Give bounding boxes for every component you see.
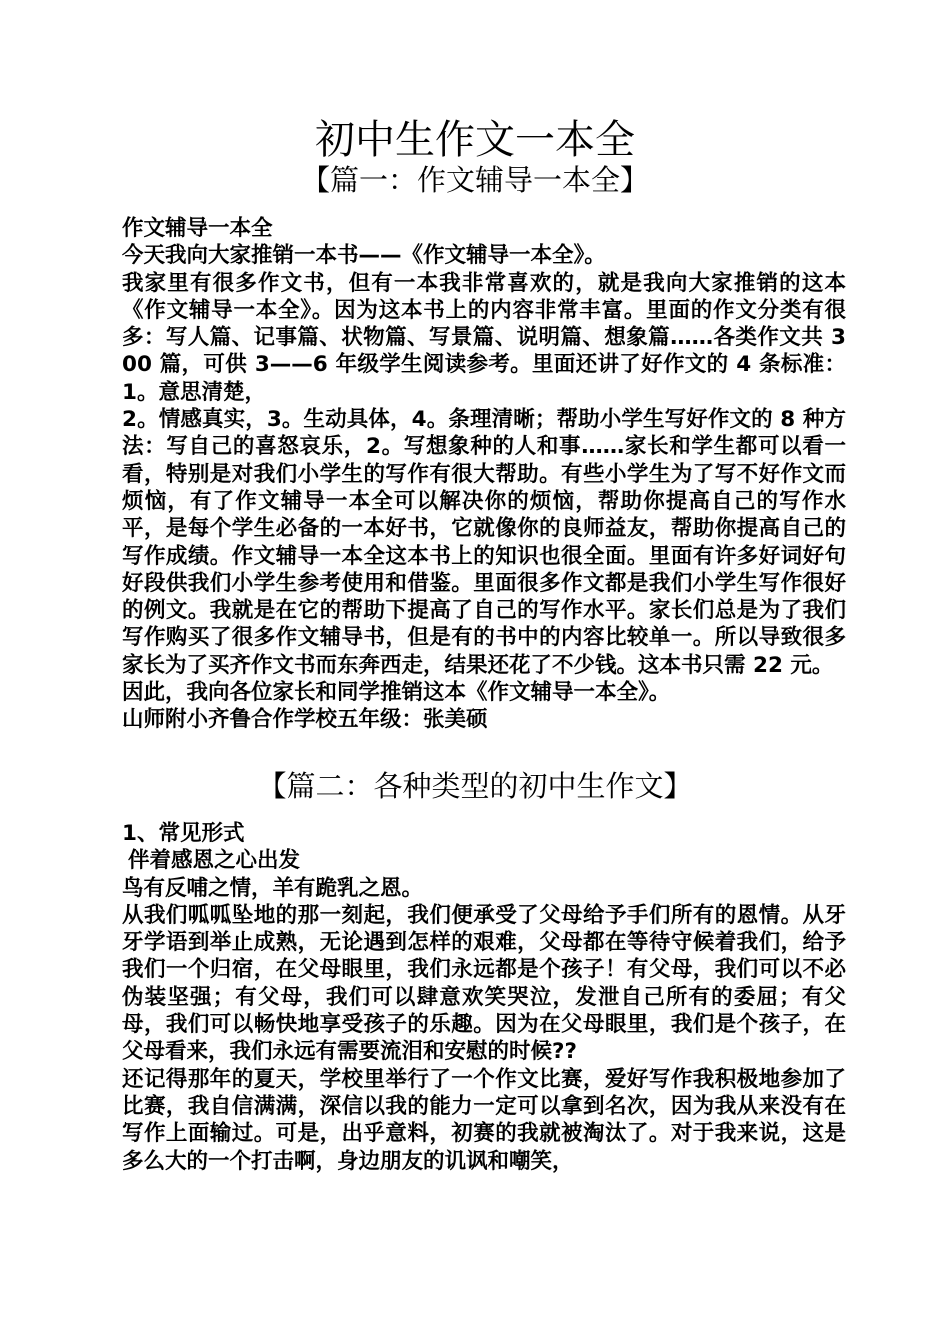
paragraph: 1、常见形式 — [122, 821, 245, 846]
paragraph: 伴着感恩之心出发 — [128, 848, 301, 874]
section-heading-2: 【篇二：各种类型的初中生作文】 — [257, 769, 693, 803]
paragraph: 作文辅导一本全 — [122, 216, 273, 241]
paragraph: 2。情感真实，3。生动具体，4。条理清晰；帮助小学生写好作文的 8 种方法：写自己的喜怒哀乐，2。写想象种的人和事……家长和学生都可以看一看，特别是对我们小学生的写作有很大帮助。有些小学生为了写不好作文而烦恼，有了作文辅导一本全可以解决你的烦恼，帮助你提高自己的写作水平，是每个学生必备的一本好书，它就像你的良师益友，帮助你提高自己的写作成绩。作文辅导一本全这本书上的知识也很全面。里面有许多好词好句好段供我们小学生参考使用和借鉴。里面很多作文都是我们小学生写作很好的例文。我就是在它的帮助下提高了自己的写作水平。家长们总是为了我们写作购买了很多作文辅导书，但是有的书中的内容比较单一。所以导致很多家长为了买齐作文书而东奔西走，结果还花了不少钱。这本书只需 22 元。 — [122, 407, 846, 678]
paragraph: 还记得那年的夏天，学校里举行了一个作文比赛，爱好写作我积极地参加了比赛，我自信满满，深信以我的能力一定可以拿到名次，因为我从来没有在写作上面输过。可是，出乎意料，初赛的我就被淘汰了。对于我来说，这是多么大的一个打击啊，身边朋友的讥讽和嘲笑， — [122, 1066, 846, 1174]
paragraph: 山师附小齐鲁合作学校五年级：张美硕 — [122, 707, 488, 733]
paragraph: 今天我向大家推销一本书——《作文辅导一本全》。 — [122, 243, 606, 269]
paragraph: 鸟有反哺之情，羊有跪乳之恩。 — [122, 875, 424, 901]
document-title: 初中生作文一本全 — [315, 117, 635, 163]
paragraph: 因此，我向各位家长和同学推销这本《作文辅导一本全》。 — [122, 680, 671, 706]
section-1-body — [116, 215, 846, 734]
paragraph: 从我们呱呱坠地的那一刻起，我们便承受了父母给予手们所有的恩情。从牙牙学语到举止成熟，无论遇到怎样的艰难，父母都在等待守候着我们，给予我们一个归宿，在父母眼里，我们永远都是个孩子！有父母，我们可以不必伪装坚强；有父母，我们可以肆意欢笑哭泣，发泄自己所有的委屈；有父母，我们可以畅快地享受孩子的乐趣。因为在父母眼里，我们是个孩子，在父母看来，我们永远有需要流泪和安慰的时候?? — [122, 902, 846, 1065]
section-2-body — [116, 820, 846, 1175]
paragraph: 我家里有很多作文书，但有一本我非常喜欢的，就是我向大家推销的这本《作文辅导一本全》。因为这本书上的内容非常丰富。里面的作文分类有很多：写人篇、记事篇、状物篇、写景篇、说明篇、想象篇……各类作文共 300 篇，可供 3——6 年级学生阅读参考。里面还讲了好作文的 4 条标准：1。意思清楚， — [122, 270, 846, 405]
section-heading-1: 【篇一：作文辅导一本全】 — [300, 163, 649, 197]
